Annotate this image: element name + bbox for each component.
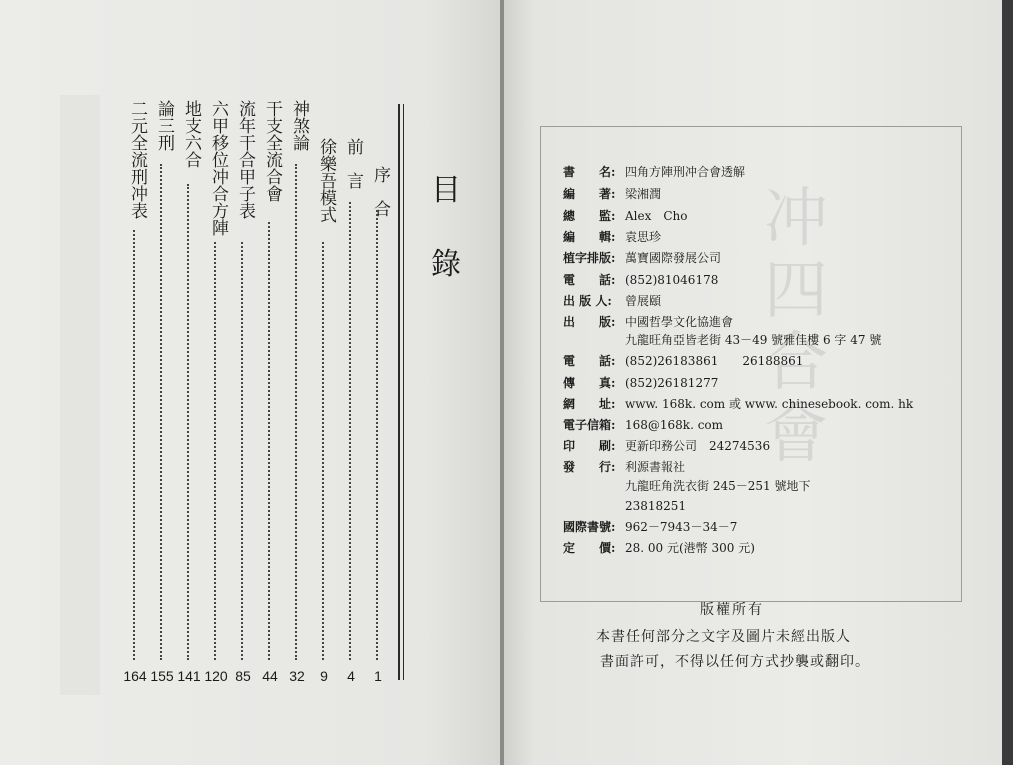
colophon-row-typesetting: 植字排版: 萬寶國際發展公司 bbox=[563, 251, 722, 265]
toc-leader bbox=[160, 164, 162, 660]
toc-entry-page: 44 bbox=[262, 668, 278, 684]
toc-entry[interactable] bbox=[151, 100, 173, 690]
toc-entry-page: 85 bbox=[235, 668, 251, 684]
toc-entry-title: 二元全流刑冲表 bbox=[127, 100, 147, 219]
toc-divider bbox=[403, 104, 404, 680]
toc-leader bbox=[268, 222, 270, 660]
toc-leader bbox=[295, 164, 297, 660]
toc-entry-title: 論三刑 bbox=[154, 100, 174, 151]
watermark-char: 四 bbox=[764, 254, 828, 328]
toc-entry-page: 1 bbox=[374, 668, 382, 684]
toc-entry[interactable] bbox=[178, 100, 200, 690]
toc-entry[interactable] bbox=[124, 100, 146, 690]
toc-leader bbox=[349, 202, 351, 660]
toc-leader bbox=[376, 210, 378, 660]
colophon-row-director: 總 監: Alex Cho bbox=[563, 209, 688, 223]
publisher-address: 九龍旺角亞皆老街 43－49 號雅佳樓 6 字 47 號 bbox=[625, 333, 882, 347]
colophon-row-publisher: 出 版: 中國哲學文化協進會 bbox=[563, 315, 734, 329]
toc-entry-page: 9 bbox=[320, 668, 328, 684]
watermark-char: 冲 bbox=[764, 182, 828, 256]
colophon-row-email[interactable]: 電子信箱: 168@168k. com bbox=[563, 418, 724, 432]
toc-entry[interactable] bbox=[340, 138, 362, 728]
copyright-notice-line: 本書任何部分之文字及圖片未經出版人 bbox=[596, 629, 851, 645]
toc-entry-page: 120 bbox=[204, 668, 228, 684]
toc-entry[interactable] bbox=[286, 100, 308, 690]
cover-title-watermark bbox=[741, 183, 851, 513]
scan-edge bbox=[1002, 0, 1013, 765]
toc-leader bbox=[322, 242, 324, 660]
distributor-address: 九龍旺角洗衣街 245－251 號地下 bbox=[625, 479, 811, 493]
toc-entry[interactable] bbox=[259, 100, 281, 690]
watermark-char: 合 bbox=[764, 326, 828, 400]
distributor-phone: 23818251 bbox=[625, 499, 687, 513]
toc-entry-title: 序 合 bbox=[370, 166, 390, 217]
colophon-row-title: 書 名: 四角方陣刑冲合會透解 bbox=[563, 165, 746, 179]
colophon-row-fax: 傳 真: (852)26181277 bbox=[563, 376, 719, 390]
toc-entry-title: 神煞論 bbox=[289, 100, 309, 151]
toc-entry-page: 164 bbox=[123, 668, 147, 684]
toc-entry-title: 徐樂吾模式 bbox=[316, 138, 336, 223]
toc-entry-page: 4 bbox=[347, 668, 355, 684]
toc-entry-title: 干支全流合會 bbox=[262, 100, 282, 202]
toc-entry-title: 流年干合甲子表 bbox=[235, 100, 255, 219]
colophon-box bbox=[540, 126, 962, 602]
toc-title bbox=[428, 173, 464, 324]
toc-entry-page: 141 bbox=[177, 668, 201, 684]
bleed-through-text bbox=[60, 95, 100, 695]
toc-leader bbox=[214, 242, 216, 660]
toc-entry[interactable] bbox=[313, 138, 335, 728]
toc-entry-title: 六甲移位冲合方陣 bbox=[208, 100, 228, 236]
toc-title-char: 錄 bbox=[431, 247, 461, 282]
toc-title-char: 目 bbox=[431, 173, 461, 208]
colophon-row-publisher-person: 出 版 人: 曾展頤 bbox=[563, 294, 662, 308]
colophon-row-author: 編 著: 梁湘潤 bbox=[563, 187, 662, 201]
toc-entry-title: 前 言 bbox=[343, 138, 363, 189]
colophon-row-price: 定 價: 28. 00 元(港幣 300 元) bbox=[563, 541, 755, 555]
colophon-row-editor: 編 輯: 袁思珍 bbox=[563, 230, 662, 244]
colophon-row-phone: 電 話: (852)81046178 bbox=[563, 273, 719, 287]
watermark-char: 會 bbox=[764, 398, 828, 472]
toc-entry[interactable] bbox=[205, 100, 227, 690]
toc-divider bbox=[398, 104, 400, 680]
toc-leader bbox=[241, 242, 243, 660]
colophon-row-distributor: 發 行: 利源書報社 bbox=[563, 460, 686, 474]
toc-entry-page: 155 bbox=[150, 668, 174, 684]
colophon-row-phone-2: 電 話: (852)26183861 26188861 bbox=[563, 354, 804, 368]
colophon-row-printer: 印 刷: 更新印務公司 24274536 bbox=[563, 439, 771, 453]
colophon-row-isbn: 國際書號: 962－7943－34－7 bbox=[563, 520, 738, 534]
left-page bbox=[0, 0, 500, 765]
toc-entry[interactable] bbox=[232, 100, 254, 690]
toc-entry[interactable] bbox=[367, 166, 389, 756]
toc-entry-title: 地支六合 bbox=[181, 100, 201, 168]
copyright-heading: 版權所有 bbox=[700, 602, 764, 618]
toc-entry-page: 32 bbox=[289, 668, 305, 684]
colophon-row-website[interactable]: 網 址: www. 168k. com 或 www. chinesebook. com. hk bbox=[563, 397, 914, 411]
toc-list bbox=[124, 100, 390, 690]
toc-leader bbox=[133, 230, 135, 660]
toc-leader bbox=[187, 184, 189, 660]
copyright-notice-line: 書面許可，不得以任何方式抄襲或翻印。 bbox=[600, 654, 870, 670]
